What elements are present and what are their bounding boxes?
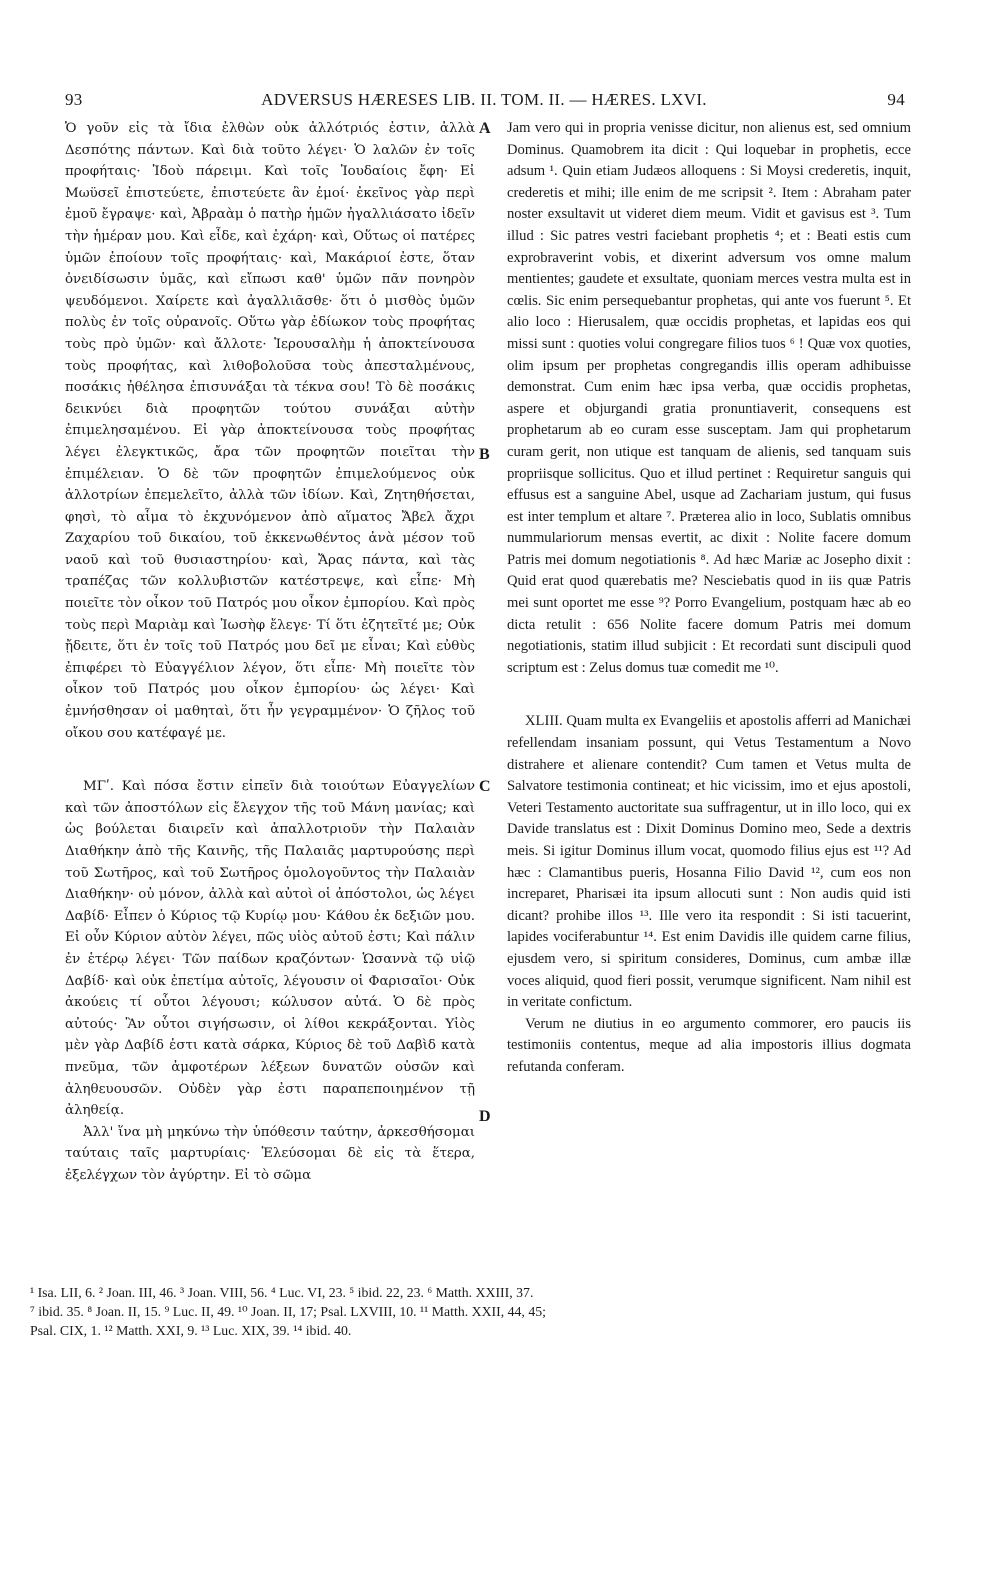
greek-paragraph-3: Ἀλλ' ἵνα μὴ μηκύνω τὴν ὑπόθεσιν ταύτην, ἀρκεσθήσομαι ταύταις ταῖς μαρτυρίαις· Ἐλεύσομαι δὲ εἰς τὰ ἕτερα, ἐξελέγχων τὸν ἀγύρτην. Εἰ τὸ σῶμα: [65, 1124, 475, 1183]
page-number-left: 93: [65, 90, 83, 109]
margin-marker-b: B: [479, 446, 490, 463]
latin-column: [507, 118, 911, 1079]
greek-paragraph-2: ΜΓʹ. Καὶ πόσα ἔστιν εἰπεῖν διὰ τοιούτων Εὐαγγελίων καὶ τῶν ἀποστόλων εἰς ἔλεγχον τῆς τοῦ Μάνη μανίας; καὶ ὡς βούλεται διαιρεῖν καὶ ἀπαλλοτριοῦν τὴν Παλαιὰν Διαθήκην ἀπὸ τῆς Καινῆς, τῆς Παλαιᾶς μαρτυρούσης περὶ τοῦ Σωτῆρος, καὶ τοῦ Σωτῆρος ὁμολογοῦντος τὴν Παλαιὰν Διαθήκην· οὐ μόνον, ἀλλὰ καὶ αὐτοὶ οἱ ἀπόστολοι, ὡς λέγει Δαβίδ· Εἶπεν ὁ Κύριος τῷ Κυρίῳ μου· Κάθου ἐκ δεξιῶν μου. Εἰ οὖν Κύριον αὐτὸν λέγει, πῶς υἱὸς αὐτοῦ ἐστι; Καὶ πάλιν ἐν ἑτέρῳ λέγει· Τῶν παίδων κραζόντων· Ὡσαννὰ τῷ υἱῷ Δαβίδ· καὶ οὐκ ἐπετίμα αὐτοῖς, λέγουσιν οἱ Φαρισαῖοι· Οὐκ ἀκούεις τί οὗτοι λέγουσι; κώλυσον αὐτά. Ὁ δὲ πρὸς αὐτούς· Ἂν οὗτοι σιγήσωσιν, οἱ λίθοι κεκράξονται. Υἱὸς μὲν γὰρ Δαβίδ ἐστι κατὰ σάρκα, Κύριος δὲ τοῦ Δαβὶδ κατὰ πνεῦμα, τῶν ἀμφοτέρων λέξεων δυνατῶν οὐσῶν καὶ ἀληθευουσῶν. Οὐδὲν γὰρ ἐστι παραπεποιημένον τῇ ἀληθείᾳ.: [65, 779, 475, 1119]
footnote-line: Psal. CIX, 1. ¹² Matth. XXI, 9. ¹³ Luc. XIX, 39. ¹⁴ ibid. 40.: [30, 1323, 352, 1338]
footnote-line: ⁷ ibid. 35. ⁸ Joan. II, 15. ⁹ Luc. II, 49. ¹⁰ Joan. II, 17; Psal. LXVIII, 10. ¹¹ Matth. XXII, 44, 45;: [30, 1304, 546, 1319]
latin-paragraph-3: Verum ne diutius in eo argumento commorer, ero paucis iis testimoniis contentus, meque ad alia impostoris illius dogmata refutanda conferam.: [507, 1015, 911, 1075]
margin-marker-a: A: [479, 120, 491, 137]
footnote-line: ¹ Isa. LII, 6. ² Joan. III, 46. ³ Joan. VIII, 56. ⁴ Luc. VI, 23. ⁵ ibid. 22, 23. ⁶ Matth. XXIII, 37.: [30, 1285, 534, 1300]
margin-marker-c: C: [479, 778, 491, 795]
latin-paragraph-1: Jam vero qui in propria venisse dicitur, non alienus est, sed omnium Dominus. Quamobrem ita dicit : Qui loquebar in prophetis, ecce adsum ¹. Quin etiam Judæos alloquens : Si Moysi crederetis, inquit, crederetis et mihi; ille enim de me scripsit ². Item : Abraham pater noster exsultavit ut videret diem meum. Vidit et gavisus est ³. Tum illud : Sic patres vestri faciebant prophetis ⁴; et : Beati estis cum exprobraverint vobis, et dixerint adversum vos omne malum mentientes; gaudete et exsultate, quoniam merces vestra multa est in cœlis. Sic enim persequebantur prophetas, qui ante vos fuerunt ⁵. Et alio loco : Hierusalem, quæ occidis prophetas, et lapidas eos qui missi sunt : quoties volui congregare filios tuos ⁶ ! Quæ vox quoties, olim ipsum per prophetas congregandis illis operam adhibuisse demonstrat. Cum enim hæc ipsa verba, quæ occidis prophetas, aspere et objurgandi gratia pronuntiaverit, consequens est prophetarum ab eo curam esse susceptam. Jam qui prophetarum curam gerit, non utique est tanquam de alienis, sed tanquam suis propriisque sollicitus. Quo et illud pertinet : Requiretur sanguis qui effusus est a sanguine Abel, usque ad Zachariam justum, qui fusus est inter templum et altare ⁷. Præterea alio in loco, Sublatis omnibus nummulariorum mensas evertit, ac dixit : Nolite facere domum Patris mei domum negotiationis ⁸. Ad hæc Mariæ ac Josepho dixit : Quid erat quod quærebatis me? Nesciebatis quod in iis quæ Patris mei sunt oportet me esse ⁹? Porro Evangelium, postquam hæc ab eo dicta retulit : 656 Nolite facere domum Patris mei domum negotiationis, statim illud subjicit : Et recordati sunt discipuli quod scriptum est : Zelus domus tuæ comedit me ¹⁰.: [507, 120, 911, 676]
page-number-right: 94: [887, 90, 905, 109]
footnotes: [30, 1283, 860, 1340]
latin-paragraph-2: XLIII. Quam multa ex Evangeliis et apostolis afferri ad Manichæi refellendam insaniam possunt, qui Vetus Testamentum a Novo distrahere et alienare contendit? Cum tamen et Vetus multa de Salvatore testimonia contineat; et hic vicissim, imo et ejus apostoli, Veteri Testamento auctoritate sua suffragentur, ut in illo loco, qui ex Davide translatus est : Dixit Dominus Domino meo, Sede a dextris meis. Si igitur Dominus illum vocat, quomodo filius ejus est ¹¹? Ad hæc : Clamantibus pueris, Hosanna Filio David ¹², cum eos non increparet, Pharisæi ita ipsum allocuti sunt : Non audis quid isti dicant? prohibe illos ¹³. Ille vero ita respondit : Si isti tacuerint, lapides vociferabuntur ¹⁴. Est enim Davidis ille quidem carne filius, ejusdem vero, si spiritum consideres, Dominus, cum ambæ illæ voces aliquid, quod fieri possit, verumque significent. Nam nihil est in veritate confictum.: [507, 713, 911, 1011]
running-header: [55, 88, 913, 114]
margin-marker-d: D: [479, 1108, 491, 1125]
greek-paragraph-1: Ὁ γοῦν εἰς τὰ ἴδια ἐλθὼν οὐκ ἀλλότριός ἐστιν, ἀλλὰ Δεσπότης πάντων. Καὶ διὰ τοῦτο λέγει· Ὁ λαλῶν ἐν τοῖς προφήταις· Ἰδοὺ πάρειμι. Καὶ τοῖς Ἰουδαίοις ἔφη· Εἰ Μωϋσεῖ ἐπιστεύετε, ἐπιστεύετε ἂν ἐμοί· ἐκεῖνος γὰρ περὶ ἐμοῦ ἔγραψε· καὶ, Ἀβραὰμ ὁ πατὴρ ἡμῶν ἠγαλλιάσατο ἰδεῖν τὴν ἡμέραν μου. Καὶ εἶδε, καὶ ἐχάρη· καὶ, Οὕτως οἱ πατέρες ὑμῶν ἐποίουν τοῖς προφήταις· καὶ, Μακάριοί ἐστε, ὅταν ὀνειδίσωσιν ὑμᾶς, καὶ εἴπωσι καθ' ὑμῶν πᾶν πονηρὸν ψευδόμενοι. Χαίρετε καὶ ἀγαλλιᾶσθε· ὅτι ὁ μισθὸς ὑμῶν πολὺς ἐν τοῖς οὐρανοῖς. Οὕτω γὰρ ἐδίωκον τοὺς προφήτας τοὺς πρὸ ὑμῶν· καὶ ἄλλοτε· Ἱερουσαλὴμ ἡ ἀποκτείνουσα τοὺς προφήτας, καὶ λιθοβολοῦσα τοὺς ἀπεσταλμένους, ποσάκις ἠθέλησα ἐπισυνάξαι τὰ τέκνα σου! Τὸ δὲ ποσάκις δεικνύει διὰ προφητῶν τούτου συνάξαι αὐτὴν ἐπιμελησαμένου. Εἰ γὰρ ἀποκτείνουσα τοὺς προφήτας λέγει ἐλεγκτικῶς, ἄρα τῶν προφητῶν ποιεῖται τὴν ἐπιμέλειαν. Ὁ δὲ τῶν προφητῶν ἐπιμελούμενος οὐκ ἀλλοτρίων ἐπεμελεῖτο, ἀλλὰ τῶν ἰδίων. Καὶ, Ζητηθήσεται, φησὶ, τὸ αἷμα τὸ ἐκχυνόμενον ἀπὸ αἵματος Ἄβελ ἄχρι Ζαχαρίου τοῦ δικαίου, τοῦ ἐκκενωθέντος ἀνὰ μέσον τοῦ ναοῦ καὶ τοῦ θυσιαστηρίου· καὶ, Ἄρας πάντα, καὶ τὰς τραπέζας τῶν κολλυβιστῶν κατέστρεψε, καὶ εἶπε· Μὴ ποιεῖτε τὸν οἶκον τοῦ Πατρός μου οἶκον ἐμπορίου. Καὶ πρὸς τοὺς περὶ Μαριὰμ καὶ Ἰωσὴφ ἔλεγε· Τί ὅτι ἐζητεῖτέ με; Οὐκ ᾔδειτε, ὅτι ἐν τοῖς τοῦ Πατρός μου δεῖ με εἶναι; Καὶ εὐθὺς ἐπιφέρει τὸ Εὐαγγέλιον λέγον, ὅτι εἶπε· Μὴ ποιεῖτε τὸν οἶκον τοῦ Πατρός μου οἶκον ἐμπορίου· ὡς λέγει· Καὶ ἐμνήσθησαν οἱ μαθηταὶ, ὅτι ἦν γεγραμμένον· Ὁ ζῆλος τοῦ οἴκου σου κατέφαγέ με.: [65, 121, 475, 741]
running-title: ADVERSUS HÆRESES LIB. II. TOM. II. — HÆRES. LXVI.: [261, 90, 707, 109]
greek-column: [65, 118, 475, 1187]
